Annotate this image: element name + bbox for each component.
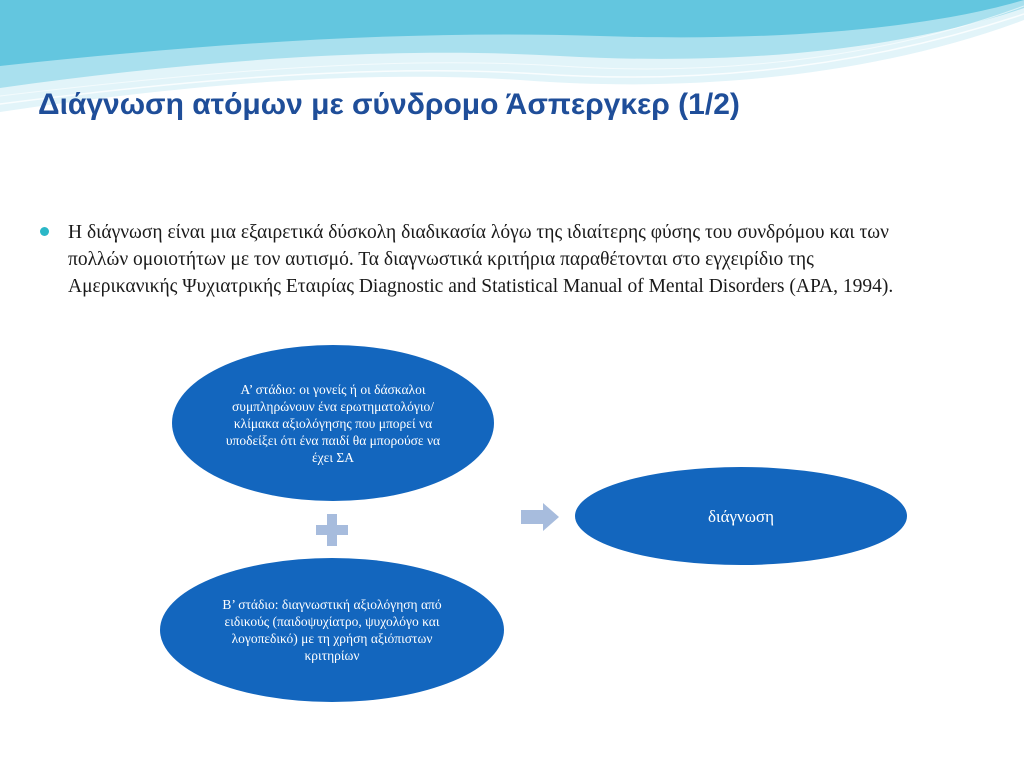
bullet-dot-icon bbox=[40, 227, 49, 236]
slide-title: Διάγνωση ατόμων με σύνδρομο Άσπεργκερ (1/2) bbox=[38, 88, 740, 121]
plus-icon bbox=[316, 514, 348, 546]
stage-b-text: Β’ στάδιο: διαγνωστική αξιολόγηση από ειδικούς (παιδοψυχίατρο, ψυχολόγο και λογοπεδικό) με τη χρήση αξιόπιστων κριτηρίων bbox=[222, 597, 442, 663]
stage-b-ellipse bbox=[160, 558, 504, 702]
bullet-text: Η διάγνωση είναι μια εξαιρετικά δύσκολη διαδικασία λόγω της ιδιαίτερης φύσης του συνδρόμου και των πολλών ομοιοτήτων με τον αυτισμό. Τα διαγνωστικά κριτήρια παραθέτονται στο εγχειρίδιο της Αμερικανικής Ψυχιατρικής Εταιρίας Diagnostic and Statistical Manual of Mental Disorders (APA, 1994). bbox=[68, 222, 894, 297]
stage-a-ellipse bbox=[172, 345, 494, 501]
diagnosis-text: διάγνωση bbox=[708, 506, 774, 526]
diagnosis-ellipse bbox=[575, 467, 907, 565]
right-arrow-icon bbox=[521, 503, 559, 531]
stage-a-text: Α’ στάδιο: οι γονείς ή οι δάσκαλοι συμπληρώνουν ένα ερωτηματολόγιο/κλίμακα αξιολόγησης που μπορεί να υποδείξει ότι ένα παιδί θα μπορούσε να έχει ΣΑ bbox=[225, 381, 441, 465]
bullet-item bbox=[38, 219, 898, 300]
